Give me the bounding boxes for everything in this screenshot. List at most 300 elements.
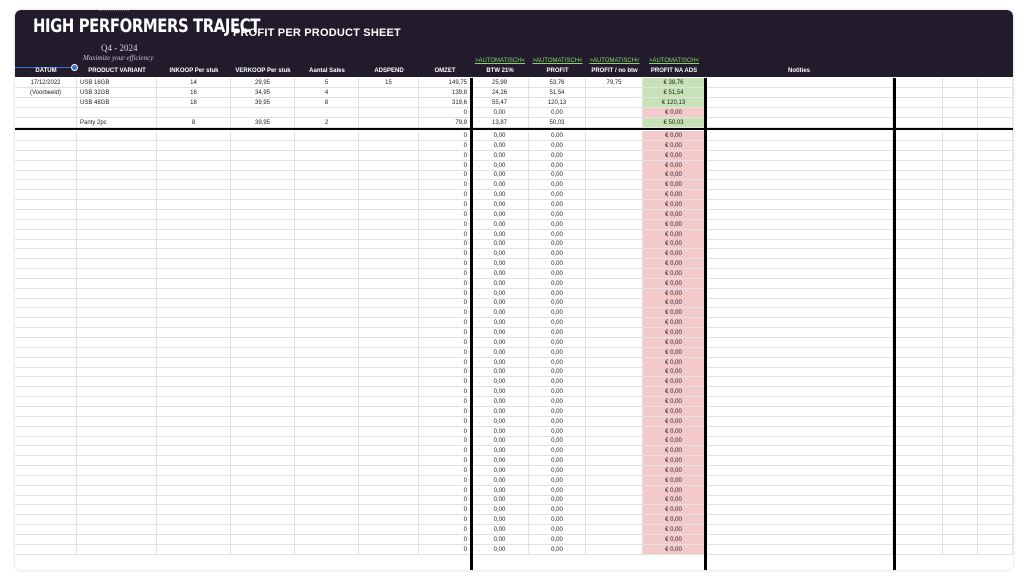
cell-x1[interactable] — [893, 108, 943, 118]
cell-adspend[interactable] — [359, 118, 419, 128]
cell-x3[interactable] — [978, 515, 1013, 525]
cell-aantal[interactable]: 5 — [295, 78, 359, 88]
cell-x3[interactable] — [978, 545, 1013, 555]
cell-x2[interactable] — [943, 249, 978, 259]
cell-x1[interactable] — [893, 427, 943, 437]
cell-profit-nobtw[interactable] — [586, 417, 643, 427]
cell-profit-na-ads[interactable]: € 0,00 — [643, 387, 705, 397]
cell-btw[interactable]: 0,00 — [471, 486, 529, 496]
cell-verkoop[interactable]: 29,95 — [231, 78, 295, 88]
cell-profit[interactable]: 0,00 — [529, 230, 586, 240]
cell-notities[interactable] — [705, 220, 893, 230]
cell-x1[interactable] — [893, 151, 943, 161]
cell-aantal[interactable] — [295, 525, 359, 535]
cell-inkoop[interactable] — [157, 249, 231, 259]
cell-x3[interactable] — [978, 417, 1013, 427]
cell-profit-nobtw[interactable] — [586, 358, 643, 368]
cell-adspend[interactable] — [359, 387, 419, 397]
cell-adspend[interactable] — [359, 269, 419, 279]
cell-profit[interactable]: 0,00 — [529, 200, 586, 210]
cell-profit-nobtw[interactable] — [586, 486, 643, 496]
cell-profit-na-ads[interactable]: € 0,00 — [643, 436, 705, 446]
cell-x3[interactable] — [978, 161, 1013, 171]
cell-datum[interactable] — [15, 239, 77, 249]
cell-x1[interactable] — [893, 446, 943, 456]
cell-profit-nobtw[interactable] — [586, 505, 643, 515]
cell-btw[interactable]: 0,00 — [471, 328, 529, 338]
cell-x1[interactable] — [893, 495, 943, 505]
cell-verkoop[interactable] — [231, 298, 295, 308]
cell-variant[interactable] — [77, 170, 157, 180]
cell-x2[interactable] — [943, 180, 978, 190]
cell-profit-nobtw[interactable] — [586, 220, 643, 230]
cell-verkoop[interactable] — [231, 407, 295, 417]
cell-verkoop[interactable] — [231, 308, 295, 318]
cell-x1[interactable] — [893, 318, 943, 328]
cell-omzet[interactable]: 0 — [419, 525, 471, 535]
cell-x1[interactable] — [893, 525, 943, 535]
cell-profit[interactable]: 0,00 — [529, 249, 586, 259]
cell-aantal[interactable] — [295, 515, 359, 525]
cell-variant[interactable] — [77, 407, 157, 417]
cell-aantal[interactable] — [295, 308, 359, 318]
cell-variant[interactable]: USB 48GB — [77, 98, 157, 108]
cell-variant[interactable] — [77, 358, 157, 368]
cell-x1[interactable] — [893, 308, 943, 318]
cell-verkoop[interactable] — [231, 505, 295, 515]
cell-x1[interactable] — [893, 456, 943, 466]
cell-omzet[interactable]: 0 — [419, 427, 471, 437]
cell-aantal[interactable] — [295, 170, 359, 180]
cell-notities[interactable] — [705, 515, 893, 525]
cell-aantal[interactable] — [295, 486, 359, 496]
cell-x2[interactable] — [943, 269, 978, 279]
cell-verkoop[interactable] — [231, 338, 295, 348]
auto-label-profit-nobtw[interactable]: >AUTOMATISCH< — [589, 58, 640, 64]
cell-x2[interactable] — [943, 535, 978, 545]
cell-x2[interactable] — [943, 446, 978, 456]
cell-inkoop[interactable] — [157, 328, 231, 338]
cell-btw[interactable]: 0,00 — [471, 161, 529, 171]
cell-x3[interactable] — [978, 289, 1013, 299]
column-header-aantal[interactable]: Aantal Sales — [309, 68, 345, 74]
cell-inkoop[interactable] — [157, 180, 231, 190]
column-header-profit-nobtw[interactable]: PROFIT / no btw — [591, 68, 638, 74]
cell-verkoop[interactable] — [231, 427, 295, 437]
cell-verkoop[interactable] — [231, 220, 295, 230]
cell-profit[interactable]: 0,00 — [529, 141, 586, 151]
cell-notities[interactable] — [705, 397, 893, 407]
cell-datum[interactable] — [15, 377, 77, 387]
cell-datum[interactable] — [15, 348, 77, 358]
cell-x2[interactable] — [943, 200, 978, 210]
cell-omzet[interactable]: 0 — [419, 200, 471, 210]
cell-profit-nobtw[interactable]: 79,75 — [586, 78, 643, 88]
cell-profit-na-ads[interactable]: € 0,00 — [643, 210, 705, 220]
cell-inkoop[interactable] — [157, 515, 231, 525]
cell-notities[interactable] — [705, 417, 893, 427]
cell-btw[interactable]: 0,00 — [471, 476, 529, 486]
cell-inkoop[interactable] — [157, 308, 231, 318]
cell-x3[interactable] — [978, 446, 1013, 456]
cell-inkoop[interactable] — [157, 230, 231, 240]
cell-datum[interactable] — [15, 407, 77, 417]
cell-datum[interactable] — [15, 230, 77, 240]
cell-verkoop[interactable] — [231, 358, 295, 368]
cell-inkoop[interactable] — [157, 200, 231, 210]
cell-omzet[interactable]: 0 — [419, 377, 471, 387]
cell-x1[interactable] — [893, 387, 943, 397]
cell-x1[interactable] — [893, 367, 943, 377]
cell-profit[interactable]: 120,13 — [529, 98, 586, 108]
cell-profit-na-ads[interactable]: € 0,00 — [643, 298, 705, 308]
cell-inkoop[interactable] — [157, 466, 231, 476]
cell-datum[interactable] — [15, 367, 77, 377]
cell-datum[interactable] — [15, 358, 77, 368]
cell-profit-na-ads[interactable]: € 50,03 — [643, 118, 705, 128]
cell-adspend[interactable] — [359, 545, 419, 555]
cell-verkoop[interactable] — [231, 210, 295, 220]
cell-x2[interactable] — [943, 118, 978, 128]
cell-profit-nobtw[interactable] — [586, 210, 643, 220]
cell-omzet[interactable]: 0 — [419, 495, 471, 505]
cell-profit-na-ads[interactable]: € 0,00 — [643, 239, 705, 249]
cell-x2[interactable] — [943, 367, 978, 377]
cell-variant[interactable] — [77, 269, 157, 279]
cell-verkoop[interactable]: 34,95 — [231, 88, 295, 98]
cell-inkoop[interactable] — [157, 397, 231, 407]
cell-x3[interactable] — [978, 210, 1013, 220]
cell-profit-na-ads[interactable]: € 0,00 — [643, 407, 705, 417]
cell-btw[interactable]: 0,00 — [471, 259, 529, 269]
cell-adspend[interactable] — [359, 98, 419, 108]
cell-notities[interactable] — [705, 118, 893, 128]
cell-profit-nobtw[interactable] — [586, 446, 643, 456]
cell-datum[interactable] — [15, 118, 77, 128]
cell-verkoop[interactable] — [231, 515, 295, 525]
cell-aantal[interactable] — [295, 476, 359, 486]
cell-variant[interactable] — [77, 367, 157, 377]
cell-aantal[interactable] — [295, 318, 359, 328]
cell-aantal[interactable] — [295, 108, 359, 118]
cell-omzet[interactable]: 0 — [419, 397, 471, 407]
cell-profit-nobtw[interactable] — [586, 289, 643, 299]
cell-btw[interactable]: 0,00 — [471, 348, 529, 358]
cell-datum[interactable] — [15, 515, 77, 525]
cell-omzet[interactable]: 0 — [419, 249, 471, 259]
cell-variant[interactable] — [77, 220, 157, 230]
cell-notities[interactable] — [705, 78, 893, 88]
cell-x2[interactable] — [943, 190, 978, 200]
cell-inkoop[interactable] — [157, 151, 231, 161]
cell-profit-nobtw[interactable] — [586, 338, 643, 348]
cell-btw[interactable]: 0,00 — [471, 190, 529, 200]
cell-x3[interactable] — [978, 407, 1013, 417]
cell-x3[interactable] — [978, 220, 1013, 230]
cell-omzet[interactable]: 0 — [419, 338, 471, 348]
cell-verkoop[interactable] — [231, 318, 295, 328]
cell-x1[interactable] — [893, 407, 943, 417]
cell-datum[interactable] — [15, 318, 77, 328]
cell-verkoop[interactable]: 39,95 — [231, 98, 295, 108]
cell-aantal[interactable] — [295, 338, 359, 348]
cell-notities[interactable] — [705, 358, 893, 368]
cell-profit[interactable]: 0,00 — [529, 190, 586, 200]
cell-x2[interactable] — [943, 239, 978, 249]
cell-btw[interactable]: 13,87 — [471, 118, 529, 128]
cell-variant[interactable] — [77, 545, 157, 555]
cell-omzet[interactable]: 0 — [419, 486, 471, 496]
cell-omzet[interactable]: 0 — [419, 259, 471, 269]
cell-x3[interactable] — [978, 308, 1013, 318]
cell-btw[interactable]: 0,00 — [471, 180, 529, 190]
cell-adspend[interactable] — [359, 318, 419, 328]
cell-x3[interactable] — [978, 466, 1013, 476]
cell-omzet[interactable]: 0 — [419, 476, 471, 486]
cell-variant[interactable] — [77, 476, 157, 486]
cell-verkoop[interactable] — [231, 108, 295, 118]
cell-notities[interactable] — [705, 427, 893, 437]
cell-datum[interactable] — [15, 338, 77, 348]
cell-aantal[interactable] — [295, 358, 359, 368]
cell-datum[interactable]: (Voorbeeld) — [15, 88, 77, 98]
cell-datum[interactable] — [15, 279, 77, 289]
cell-notities[interactable] — [705, 161, 893, 171]
cell-x1[interactable] — [893, 348, 943, 358]
cell-adspend[interactable] — [359, 180, 419, 190]
cell-adspend[interactable] — [359, 88, 419, 98]
cell-adspend[interactable] — [359, 358, 419, 368]
cell-verkoop[interactable] — [231, 417, 295, 427]
cell-aantal[interactable] — [295, 328, 359, 338]
cell-verkoop[interactable] — [231, 495, 295, 505]
cell-x2[interactable] — [943, 98, 978, 108]
cell-profit-na-ads[interactable]: € 51,54 — [643, 88, 705, 98]
cell-adspend[interactable] — [359, 200, 419, 210]
cell-profit-na-ads[interactable]: € 0,00 — [643, 108, 705, 118]
cell-aantal[interactable] — [295, 407, 359, 417]
cell-notities[interactable] — [705, 525, 893, 535]
cell-omzet[interactable]: 0 — [419, 279, 471, 289]
cell-x1[interactable] — [893, 210, 943, 220]
cell-aantal[interactable] — [295, 230, 359, 240]
cell-x2[interactable] — [943, 318, 978, 328]
sheet-grid[interactable] — [15, 78, 1013, 570]
cell-omzet[interactable]: 0 — [419, 407, 471, 417]
cell-profit[interactable]: 0,00 — [529, 407, 586, 417]
cell-adspend[interactable] — [359, 289, 419, 299]
cell-profit-na-ads[interactable]: € 0,00 — [643, 161, 705, 171]
cell-x1[interactable] — [893, 545, 943, 555]
cell-profit-na-ads[interactable]: € 0,00 — [643, 367, 705, 377]
auto-label-profit-na-ads[interactable]: >AUTOMATISCH< — [648, 58, 700, 64]
cell-omzet[interactable]: 0 — [419, 269, 471, 279]
cell-profit[interactable]: 0,00 — [529, 515, 586, 525]
cell-verkoop[interactable] — [231, 387, 295, 397]
cell-adspend[interactable] — [359, 259, 419, 269]
cell-variant[interactable] — [77, 348, 157, 358]
cell-x2[interactable] — [943, 427, 978, 437]
cell-verkoop[interactable] — [231, 367, 295, 377]
cell-profit-na-ads[interactable]: € 0,00 — [643, 535, 705, 545]
cell-omzet[interactable]: 0 — [419, 230, 471, 240]
cell-x2[interactable] — [943, 141, 978, 151]
cell-x1[interactable] — [893, 358, 943, 368]
cell-btw[interactable]: 0,00 — [471, 515, 529, 525]
cell-verkoop[interactable] — [231, 535, 295, 545]
cell-adspend[interactable] — [359, 338, 419, 348]
cell-notities[interactable] — [705, 190, 893, 200]
cell-x2[interactable] — [943, 495, 978, 505]
cell-variant[interactable] — [77, 308, 157, 318]
cell-profit-na-ads[interactable]: € 0,00 — [643, 259, 705, 269]
cell-profit-na-ads[interactable]: € 38,76 — [643, 78, 705, 88]
cell-verkoop[interactable] — [231, 545, 295, 555]
cell-profit-nobtw[interactable] — [586, 200, 643, 210]
cell-datum[interactable] — [15, 131, 77, 141]
cell-x2[interactable] — [943, 279, 978, 289]
cell-variant[interactable] — [77, 230, 157, 240]
cell-adspend[interactable] — [359, 220, 419, 230]
cell-x2[interactable] — [943, 505, 978, 515]
cell-x2[interactable] — [943, 486, 978, 496]
cell-omzet[interactable]: 149,75 — [419, 78, 471, 88]
cell-omzet[interactable]: 0 — [419, 358, 471, 368]
cell-profit-nobtw[interactable] — [586, 161, 643, 171]
cell-x1[interactable] — [893, 141, 943, 151]
cell-profit-nobtw[interactable] — [586, 141, 643, 151]
cell-adspend[interactable] — [359, 377, 419, 387]
cell-notities[interactable] — [705, 210, 893, 220]
cell-datum[interactable] — [15, 108, 77, 118]
cell-aantal[interactable] — [295, 348, 359, 358]
cell-x1[interactable] — [893, 230, 943, 240]
cell-inkoop[interactable] — [157, 220, 231, 230]
cell-aantal[interactable] — [295, 367, 359, 377]
cell-variant[interactable]: Panty 2pc — [77, 118, 157, 128]
cell-inkoop[interactable] — [157, 141, 231, 151]
cell-btw[interactable]: 0,00 — [471, 545, 529, 555]
column-header-variant[interactable]: PRODUCT VARIANT — [88, 68, 146, 74]
cell-x2[interactable] — [943, 289, 978, 299]
cell-datum[interactable] — [15, 141, 77, 151]
cell-profit-nobtw[interactable] — [586, 269, 643, 279]
cell-inkoop[interactable] — [157, 358, 231, 368]
cell-verkoop[interactable] — [231, 348, 295, 358]
cell-notities[interactable] — [705, 151, 893, 161]
cell-datum[interactable] — [15, 98, 77, 108]
cell-inkoop[interactable]: 18 — [157, 98, 231, 108]
cell-datum[interactable] — [15, 545, 77, 555]
cell-omzet[interactable]: 0 — [419, 348, 471, 358]
cell-profit-na-ads[interactable]: € 0,00 — [643, 190, 705, 200]
cell-variant[interactable] — [77, 289, 157, 299]
cell-variant[interactable] — [77, 200, 157, 210]
cell-profit[interactable]: 0,00 — [529, 387, 586, 397]
cell-profit[interactable]: 0,00 — [529, 279, 586, 289]
cell-x2[interactable] — [943, 476, 978, 486]
cell-notities[interactable] — [705, 387, 893, 397]
cell-adspend[interactable] — [359, 108, 419, 118]
cell-datum[interactable] — [15, 476, 77, 486]
cell-x3[interactable] — [978, 486, 1013, 496]
cell-datum[interactable] — [15, 249, 77, 259]
cell-btw[interactable]: 0,00 — [471, 367, 529, 377]
cell-btw[interactable]: 0,00 — [471, 318, 529, 328]
cell-x1[interactable] — [893, 289, 943, 299]
cell-aantal[interactable] — [295, 239, 359, 249]
cell-notities[interactable] — [705, 131, 893, 141]
cell-profit-na-ads[interactable]: € 0,00 — [643, 397, 705, 407]
cell-notities[interactable] — [705, 308, 893, 318]
cell-x1[interactable] — [893, 98, 943, 108]
cell-adspend[interactable] — [359, 466, 419, 476]
cell-omzet[interactable]: 0 — [419, 417, 471, 427]
cell-adspend[interactable] — [359, 476, 419, 486]
cell-aantal[interactable] — [295, 190, 359, 200]
cell-aantal[interactable] — [295, 456, 359, 466]
cell-x3[interactable] — [978, 180, 1013, 190]
cell-btw[interactable]: 0,00 — [471, 535, 529, 545]
cell-x1[interactable] — [893, 269, 943, 279]
cell-profit-nobtw[interactable] — [586, 118, 643, 128]
cell-profit-nobtw[interactable] — [586, 377, 643, 387]
cell-profit-na-ads[interactable]: € 120,13 — [643, 98, 705, 108]
cell-x3[interactable] — [978, 436, 1013, 446]
cell-aantal[interactable] — [295, 495, 359, 505]
cell-aantal[interactable] — [295, 545, 359, 555]
cell-omzet[interactable]: 0 — [419, 515, 471, 525]
cell-adspend[interactable] — [359, 328, 419, 338]
cell-profit-na-ads[interactable]: € 0,00 — [643, 151, 705, 161]
cell-inkoop[interactable] — [157, 318, 231, 328]
cell-profit-nobtw[interactable] — [586, 108, 643, 118]
cell-profit[interactable]: 0,00 — [529, 535, 586, 545]
cell-aantal[interactable] — [295, 505, 359, 515]
cell-inkoop[interactable] — [157, 108, 231, 118]
cell-notities[interactable] — [705, 239, 893, 249]
cell-notities[interactable] — [705, 466, 893, 476]
cell-adspend[interactable] — [359, 151, 419, 161]
cell-profit-nobtw[interactable] — [586, 495, 643, 505]
cell-inkoop[interactable]: 16 — [157, 88, 231, 98]
cell-profit-na-ads[interactable]: € 0,00 — [643, 249, 705, 259]
cell-variant[interactable] — [77, 239, 157, 249]
cell-inkoop[interactable] — [157, 170, 231, 180]
cell-datum[interactable] — [15, 328, 77, 338]
cell-profit[interactable]: 0,00 — [529, 298, 586, 308]
cell-x3[interactable] — [978, 151, 1013, 161]
cell-x3[interactable] — [978, 108, 1013, 118]
cell-inkoop[interactable] — [157, 161, 231, 171]
cell-aantal[interactable]: 4 — [295, 88, 359, 98]
cell-btw[interactable]: 0,00 — [471, 456, 529, 466]
cell-btw[interactable]: 0,00 — [471, 495, 529, 505]
cell-x1[interactable] — [893, 397, 943, 407]
cell-omzet[interactable]: 0 — [419, 289, 471, 299]
cell-verkoop[interactable] — [231, 377, 295, 387]
cell-notities[interactable] — [705, 535, 893, 545]
cell-verkoop[interactable] — [231, 259, 295, 269]
cell-variant[interactable] — [77, 318, 157, 328]
column-header-verkoop[interactable]: VERKOOP Per stuk — [235, 68, 291, 74]
cell-notities[interactable] — [705, 88, 893, 98]
cell-inkoop[interactable] — [157, 427, 231, 437]
cell-profit-na-ads[interactable]: € 0,00 — [643, 200, 705, 210]
cell-adspend[interactable] — [359, 298, 419, 308]
cell-variant[interactable] — [77, 141, 157, 151]
cell-x3[interactable] — [978, 98, 1013, 108]
